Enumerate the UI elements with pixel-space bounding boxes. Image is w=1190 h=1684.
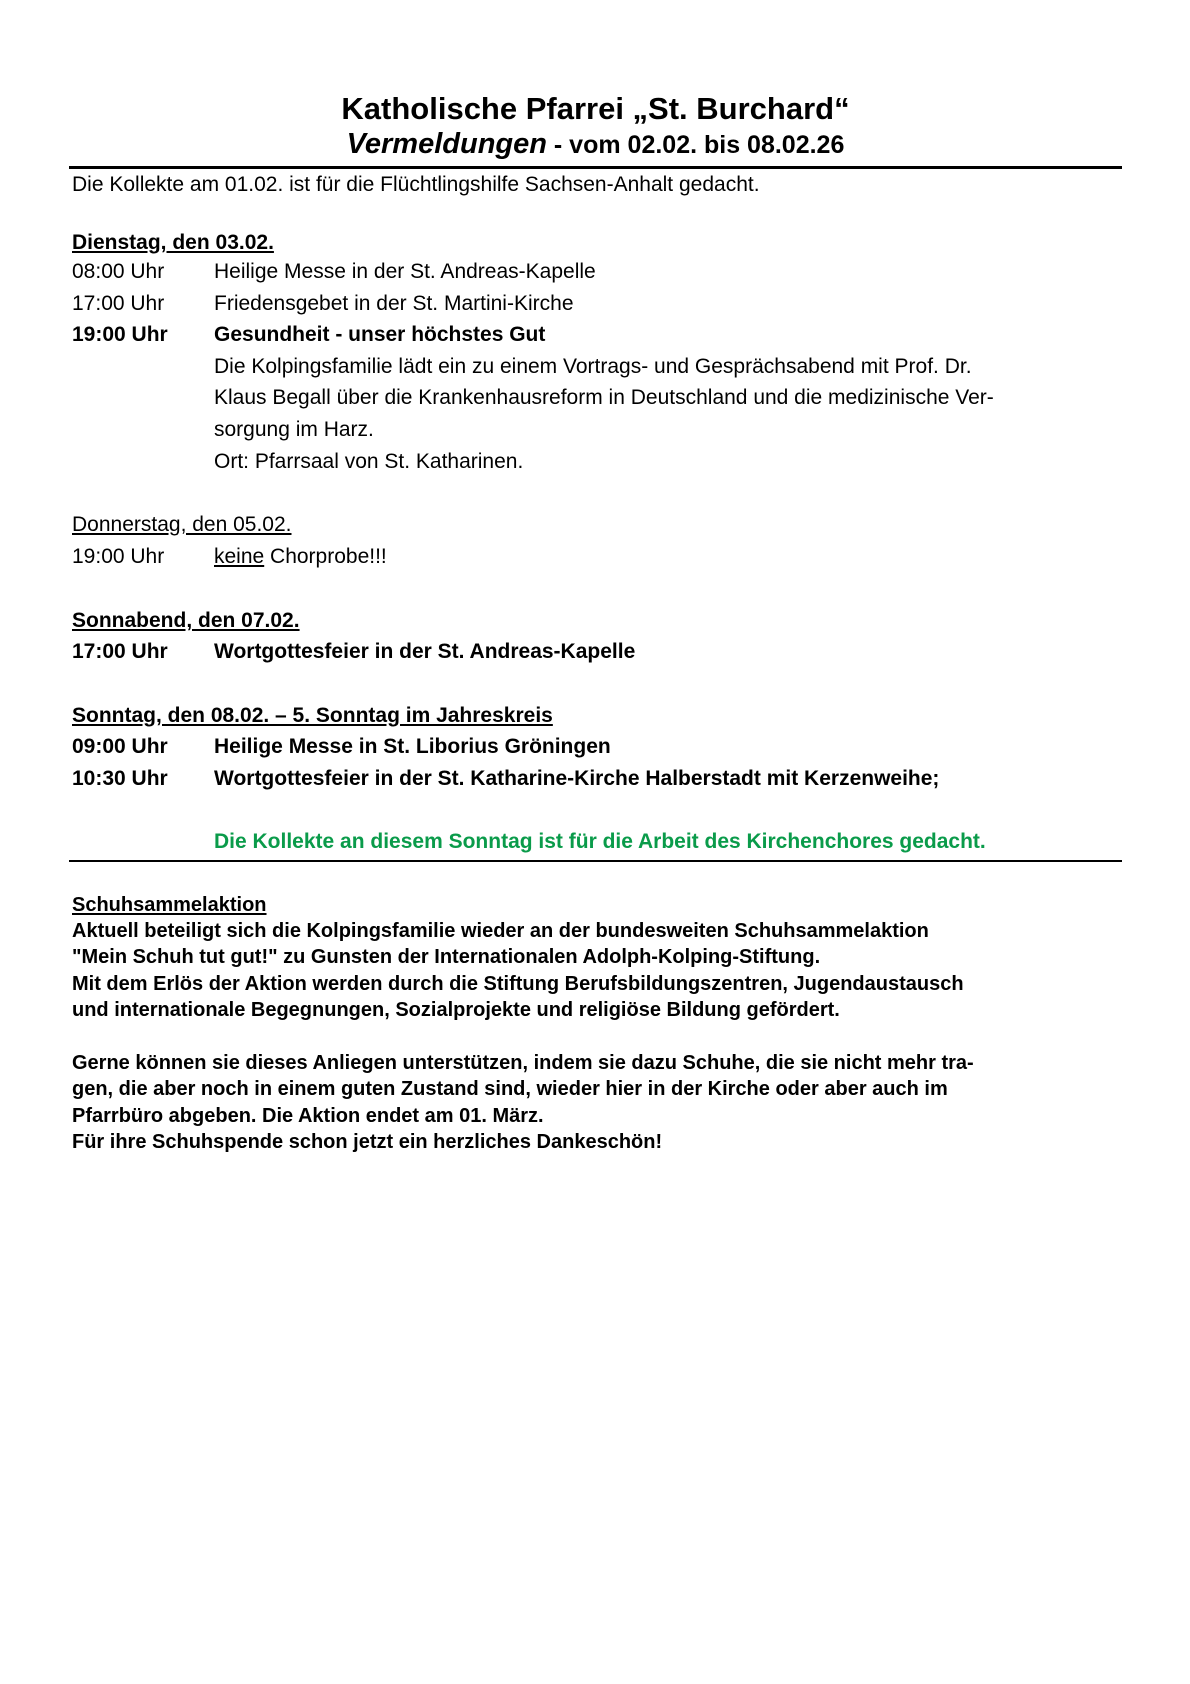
entry-detail: sorgung im Harz. [214, 418, 374, 441]
entry-text: Heilige Messe in St. Liborius Gröningen [214, 735, 611, 758]
day-heading-tuesday: Dienstag, den 03.02. [72, 231, 274, 254]
entry-text: Wortgottesfeier in der St. Andreas-Kapelle [214, 640, 636, 663]
entry-time: 19:00 Uhr [72, 545, 165, 568]
subtitle-word: Vermeldungen [346, 128, 547, 160]
campaign-text-line: und internationale Begegnungen, Sozialprojekte und religiöse Bildung gefördert. [72, 999, 840, 1021]
page-subtitle [69, 124, 1122, 169]
entry-text: Heilige Messe in der St. Andreas-Kapelle [214, 260, 596, 283]
sunday-collection-note: Die Kollekte an diesem Sonntag ist für die Arbeit des Kirchenchores gedacht. [214, 830, 986, 853]
entry-time: 08:00 Uhr [72, 260, 165, 283]
header-divider [69, 166, 1122, 169]
entry-detail: Ort: Pfarrsaal von St. Katharinen. [214, 450, 524, 473]
entry-time: 19:00 Uhr [72, 323, 168, 346]
entry-time: 17:00 Uhr [72, 292, 165, 315]
entry-text: Friedensgebet in der St. Martini-Kirche [214, 292, 574, 315]
campaign-text-line: gen, die aber noch in einem guten Zustand sind, wieder hier in der Kirche oder aber auch im [72, 1078, 948, 1100]
campaign-text-line: Gerne können sie dieses Anliegen unterstützen, indem sie dazu Schuhe, die sie nicht mehr tra- [72, 1052, 974, 1074]
campaign-text-line: Pfarrbüro abgeben. Die Aktion endet am 01. März. [72, 1105, 544, 1127]
subtitle-date-range: - vom 02.02. bis 08.02.26 [546, 131, 845, 159]
entry-time: 09:00 Uhr [72, 735, 168, 758]
entry-detail: Klaus Begall über die Krankenhausreform in Deutschland und die medizinische Ver- [214, 386, 994, 409]
entry-text-rest: Chorprobe!!! [264, 545, 387, 568]
campaign-text-line: Mit dem Erlös der Aktion werden durch die Stiftung Berufsbildungszentren, Jugendaustausch [72, 973, 964, 995]
day-heading-thursday: Donnerstag, den 05.02. [72, 513, 292, 536]
intro-collection-note: Die Kollekte am 01.02. ist für die Flüchtlingshilfe Sachsen-Anhalt gedacht. [72, 173, 760, 196]
entry-time: 10:30 Uhr [72, 767, 168, 790]
entry-text [214, 544, 387, 570]
campaign-text-line: Aktuell beteiligt sich die Kolpingsfamilie wieder an der bundesweiten Schuhsammelaktion [72, 920, 929, 942]
entry-detail: Die Kolpingsfamilie lädt ein zu einem Vortrags- und Gesprächsabend mit Prof. Dr. [214, 355, 972, 378]
page-title: Katholische Pfarrei „St. Burchard“ [341, 91, 850, 126]
day-heading-sunday: Sonntag, den 08.02. – 5. Sonntag im Jahreskreis [72, 704, 553, 727]
campaign-heading: Schuhsammelaktion [72, 894, 267, 916]
day-heading-saturday: Sonnabend, den 07.02. [72, 609, 300, 632]
entry-text: Wortgottesfeier in der St. Katharine-Kirche Halberstadt mit Kerzenweihe; [214, 767, 940, 790]
entry-time: 17:00 Uhr [72, 640, 168, 663]
campaign-text-line: Für ihre Schuhspende schon jetzt ein herzliches Dankeschön! [72, 1131, 663, 1153]
campaign-text-line: "Mein Schuh tut gut!" zu Gunsten der Internationalen Adolph-Kolping-Stiftung. [72, 946, 821, 968]
section-divider [69, 860, 1122, 862]
entry-text: Gesundheit - unser höchstes Gut [214, 323, 546, 346]
entry-text-emphasis: keine [214, 545, 265, 568]
